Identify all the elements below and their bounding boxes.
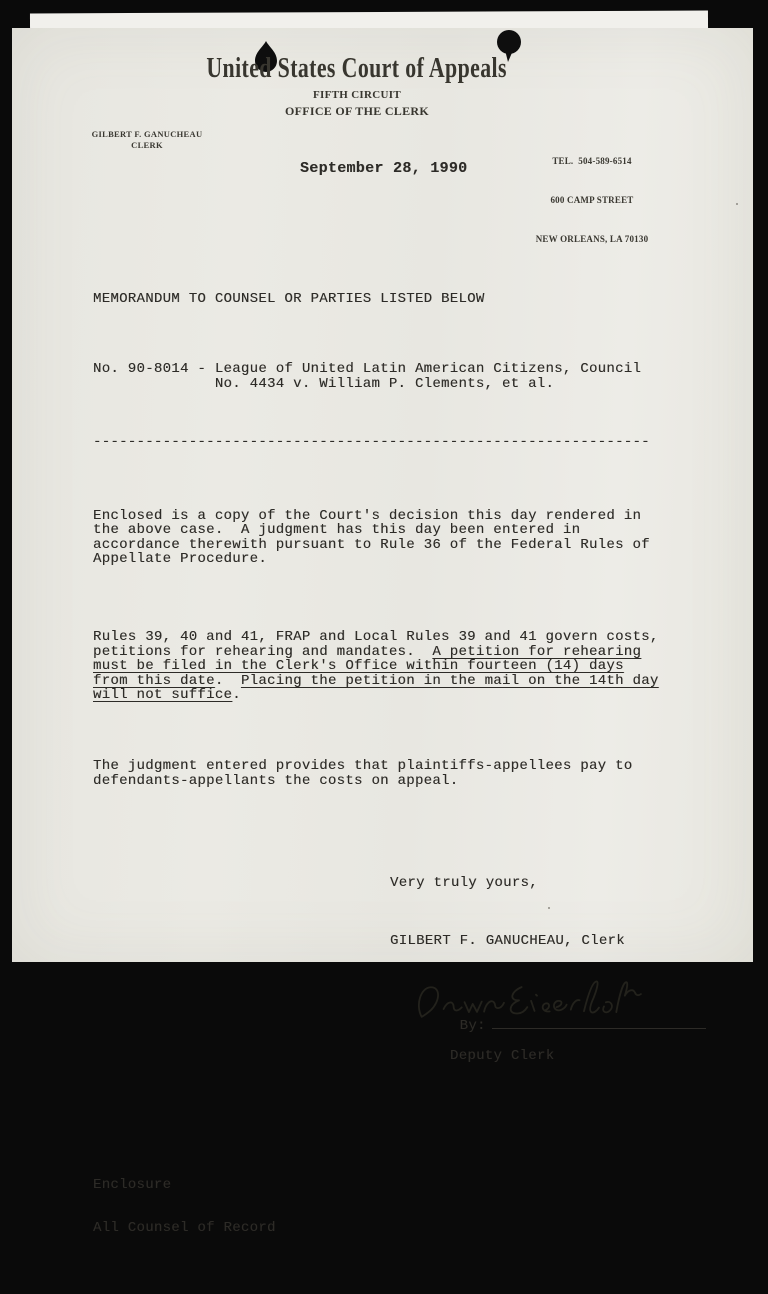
text-line: must be filed in the Clerk's Office within fourteen (14) days: [93, 658, 624, 674]
letter-body: [93, 263, 693, 1294]
text-line: accordance therewith pursuant to Rule 36 of the Federal Rules of: [93, 536, 650, 553]
circuit-subtitle: FIFTH CIRCUIT: [313, 89, 401, 101]
case-caption: [93, 362, 693, 391]
text-line: petitions for rehearing and mandates. A petition for rehearing: [93, 643, 642, 660]
text-line: Enclosed is a copy of the Court's decision this day rendered in: [93, 507, 642, 524]
signature-line: [390, 1001, 693, 1034]
city-line: NEW ORLEANS, LA 70130: [535, 234, 649, 244]
text-line: from this date. Placing the petition in the mail on the 14th day: [93, 672, 659, 689]
letterhead: [12, 54, 702, 118]
address-block: [507, 129, 677, 272]
text-line: Appellate Procedure.: [93, 551, 268, 567]
clerk-name: GILBERT F. GANUCHEAU: [91, 129, 203, 139]
paragraph-rules: [93, 630, 693, 703]
text-line: No. 90-8014 - League of United Latin American Citizens, Council: [93, 361, 642, 377]
street-line: 600 CAMP STREET: [550, 195, 634, 205]
office-subtitle: OFFICE OF THE CLERK: [284, 104, 430, 118]
paper-speck: [736, 203, 738, 205]
closing-block: [93, 847, 693, 1093]
text-line: defendants-appellants the costs on appeal.: [93, 772, 459, 789]
text-line: will not suffice.: [93, 687, 241, 703]
handwritten-signature: [411, 969, 645, 1025]
clerk-name-block: [67, 129, 227, 151]
memo-heading: MEMORANDUM TO COUNSEL OR PARTIES LISTED BELOW: [93, 291, 485, 307]
by-label: By:: [459, 1018, 486, 1034]
text-line: Rules 39, 40 and 41, FRAP and Local Rules 39 and 41 govern costs,: [93, 629, 659, 645]
enclosure-note: Enclosure: [93, 1176, 172, 1193]
divider-dashes: ----------------------------------------------------------------: [93, 433, 650, 450]
telephone-line: TEL. 504-589-6514: [552, 156, 632, 166]
counsel-note: All Counsel of Record: [93, 1220, 276, 1236]
paragraph-enclosed: [93, 509, 693, 567]
paragraph-judgment: [93, 759, 693, 788]
deputy-clerk-title: Deputy Clerk: [450, 1047, 555, 1064]
clerk-title: CLERK: [131, 140, 163, 150]
text-line: No. 4434 v. William P. Clements, et al.: [93, 375, 555, 392]
document-paper: [12, 28, 753, 1236]
court-title: United States Court of Appeals: [206, 53, 508, 84]
text-line: The judgment entered provides that plaintiffs-appellees pay to: [93, 758, 633, 774]
text-line: the above case. A judgment has this day been entered in: [93, 522, 581, 538]
signer-name: GILBERT F. GANUCHEAU, Clerk: [390, 933, 625, 949]
letter-date: September 28, 1990: [300, 160, 468, 177]
valediction: Very truly yours,: [390, 874, 538, 891]
footer-block: [93, 1149, 693, 1265]
